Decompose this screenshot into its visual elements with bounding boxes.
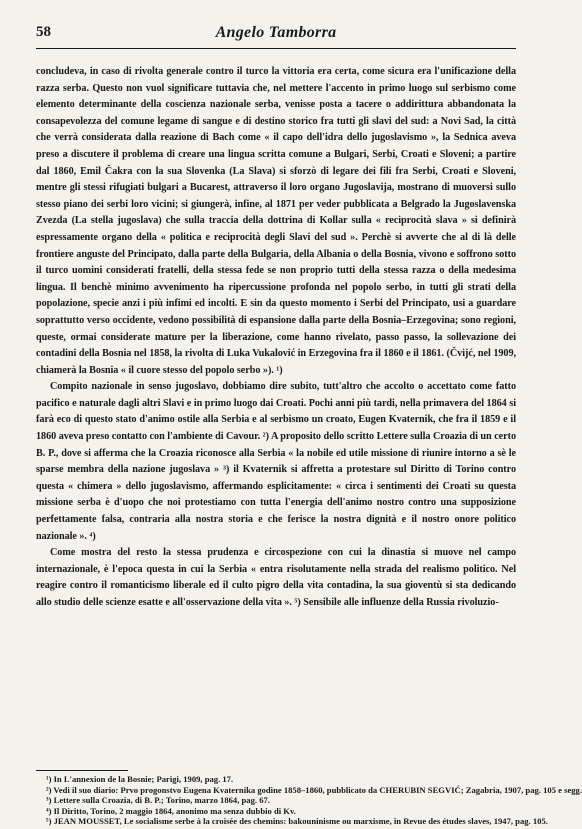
page-header	[36, 24, 516, 46]
paragraph-2: Compito nazionale in senso jugoslavo, dobbiamo dire subito, tutt'altro che accolto o accettato come fatto pacifico e naturale dagli altri Slavi e in primo luogo dai Croati. Pochi anni più tardi, nella primavera del 1864 si farà eco di questo stato d'animo ostile alla Serbia e al serbismo un croato, Eugen Kvaternik, che fra il 1859 e il 1860 aveva preso contatto con l'ambiente di Cavour. ²) A proposito dello scritto Lettere sulla Croazia di un certo B. P., dove si afferma che la Croazia riconosce alla Serbia « la nobile ed utile missione di riunire intorno a sè le sparse membra della nazione jugoslava » ³) il Kvaternik si affretta a protestare sul Diritto di Torino contro questa « chimera » dello jugoslavismo, affermando esplicitamente: « circa i sentimenti dei Croati su questa missione serba è d'uopo che noi protestiamo con tutta l'energia dell'animo nostro contro una supposizione perfettamente falsa, contraria alla nostra storia e che ferisce la nostra dignità e il nostro onore politico nazionale ». ⁴)	[36, 381, 516, 542]
footnote-2: ²) Vedi il suo diario: Prvo progonstvo Eugena Kvaternika godine 1858–1860, pubblicato da CHERUBIN SEGVIĆ; Zagabria, 1907, pag. 105 e segg.	[46, 784, 582, 795]
footnote-5: ⁵) JEAN MOUSSET, Le socialisme serbe à la croisée des chemins: bakouninisme ou marxisme, in Revue des études slaves, 1947, pag. 105.	[46, 816, 548, 827]
footnote-1: ¹) In L'annexion de la Bosnie; Parigi, 1909, pag. 17.	[46, 774, 234, 784]
paragraph-3: Come mostra del resto la stessa prudenza e circospezione con cui la dinastia si muove nel campo internazionale, è l'epoca questa in cui la Serbia « entra risolutamente nella strada del realismo politico. Nel reagire contro il romanticismo liberale ed il culto pigro della vita contadina, la sua gioventù si sta dedicando allo studio delle scienze esatte e all'osservazione della vita ». ⁵) Sensibile alle influenze della Russia rivoluzio-	[36, 547, 516, 608]
footnote-rule	[36, 770, 128, 771]
footnotes	[46, 774, 582, 827]
running-title: Angelo Tamborra	[215, 24, 337, 41]
footnote-4: ⁴) Il Diritto, Torino, 2 maggio 1864, anonimo ma senza dubbio di Kv.	[46, 805, 296, 816]
body-text	[36, 64, 516, 612]
header-rule	[36, 48, 516, 49]
page-number: 58	[36, 24, 51, 40]
footnote-3: ³) Lettere sulla Croazia, di B. P.; Torino, marzo 1864, pag. 67.	[46, 795, 270, 806]
paragraph-1: concludeva, in caso di rivolta generale contro il turco la vittoria era certa, come sicura era l'unificazione della razza serba. Questo non vuol significare tuttavia che, nel mettere l'accento in primo luogo sul serbismo come elemento determinante della coscienza nazionale serba, venisse posta a tacere o addirittura abbandonata la consapevolezza del comune legame di sangue e di destino storico fra tutti gli slavi del sud: a Novi Sad, la città che verrà considerata dalla reazione di Bach come « il capo dell'idra dello jugoslavismo », la Sednica aveva preso a discutere il problema di creare una lingua scritta comune a Bulgari, Serbi, Croati e Sloveni; a partire dal 1860, Emil Čakra con la sua Slovenka (La Slava) si sforzò di legare dei fili fra Serbi, Croati e Sloveni, mentre gli stessi rifugiati bulgari a Bucarest, attraverso il loro organo Jugoslavija, mostrano di muoversi sullo stesso piano dei serbi loro vicini; si giungerà, infine, al 1871 per veder pubblicata a Belgrado la Jugoslavenska Zvezda (La stella jugoslava) che sulla traccia della dottrina di Kollar sulla « reciprocità slava » si definirà espressamente organo della « politica e reciprocità degli Slavi del sud ». Perchè si avverte che al di là delle frontiere anguste del Principato, dalla parte della Bulgaria, della Albania o della Bosnia, vivono e soffrono sotto il turco uomini considerati fratelli, della stessa fede se non proprio tutti della stessa razza o della medesima lingua. Il benchè minimo avvenimento ha ripercussione profonda nel popolo serbo, in tutti gli strati della popolazione, specie anzi i più infimi ed incolti. E sin da questo momento i Serbi del Principato, usi a guardare soprattutto verso occidente, vedono possibilità di espansione dalla parte della Bosnia–Erzegovina; sono regioni, queste, ormai considerate mature per la liberazione, come hanno rivelato, passo passo, la sollevazione dei contadini della Bosnia nel 1858, la rivolta di Luka Vukalović in Erzegovina fra il 1860 e il 1861. (Čvijć, nel 1909, chiamerà la Bosnia « il cuore stesso del popolo serbo »). ¹)	[36, 66, 516, 376]
